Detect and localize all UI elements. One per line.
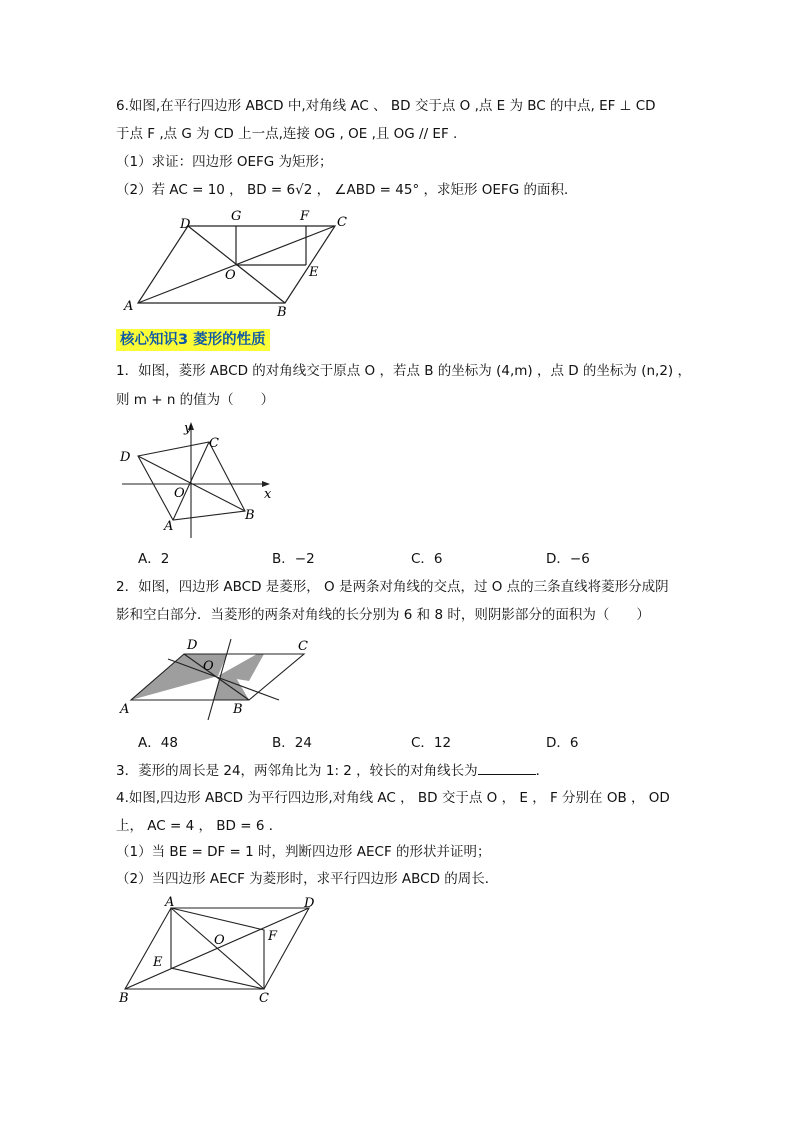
q4-line2: 上， AC = 4 ， BD = 6 ．: [116, 818, 283, 834]
q6-label-a: A: [124, 299, 134, 314]
q1-option-b: B．−2: [272, 551, 315, 567]
q2-label-b: B: [233, 702, 243, 717]
q4-label-f: F: [268, 929, 278, 944]
q1-line2: 则 m + n 的值为（ ）: [116, 392, 275, 408]
q4-sub1: （1）当 BE = DF = 1 时，判断四边形 AECF 的形状并证明；: [116, 844, 491, 860]
q2-option-a: A．48: [138, 735, 178, 751]
q2-option-d: D．6: [546, 735, 579, 751]
q2-line1: 2．如图，四边形 ABCD 是菱形， O 是两条对角线的交点，过 O 点的三条直线将菱形分成阴: [116, 579, 669, 595]
q1-label-y: y: [184, 421, 192, 436]
q6-label-b: B: [277, 305, 287, 320]
q1-label-a: A: [164, 519, 174, 534]
q4-line1: 4.如图,四边形 ABCD 为平行四边形,对角线 AC ， BD 交于点 O ， E ， F 分别在 OB ， OD: [116, 790, 670, 806]
q4-sub2: （2）当四边形 AECF 为菱形时，求平行四边形 ABCD 的周长．: [116, 871, 499, 887]
q6-line2: 于点 F ,点 G 为 CD 上一点,连接 OG , OE ,且 OG // EF .: [116, 126, 458, 142]
q1-line1: 1．如图，菱形 ABCD 的对角线交于原点 O ，若点 B 的坐标为 (4,m) ，点 D 的坐标为 (n,2) ，: [116, 363, 691, 379]
q6-label-d: D: [180, 217, 191, 232]
q3-end: ．: [535, 763, 550, 779]
q2-label-a: A: [120, 702, 130, 717]
q4-label-c: C: [259, 991, 269, 1006]
q6-label-o: O: [225, 268, 236, 283]
q6-sub1: （1）求证：四边形 OEFG 为矩形；: [116, 154, 333, 170]
q4-label-b: B: [119, 991, 129, 1006]
q6-line1: 6.如图,在平行四边形 ABCD 中,对角线 AC 、 BD 交于点 O ,点 E 为 BC 的中点, EF ⊥ CD: [116, 98, 656, 114]
q1-option-d: D．−6: [546, 551, 590, 567]
q4-label-d: D: [304, 896, 315, 911]
q2-line2: 影和空白部分．当菱形的两条对角线的长分别为 6 和 8 时，则阴影部分的面积为（ ）: [116, 607, 650, 623]
q2-label-o: O: [203, 659, 214, 674]
q3-text: 3．菱形的周长是 24，两邻角比为 1: 2 ，较长的对角线长为: [116, 763, 478, 779]
q2-option-c: C．12: [411, 735, 452, 751]
section-heading: 核心知识3 菱形的性质: [116, 329, 270, 351]
q2-label-c: C: [298, 639, 308, 654]
q6-label-c: C: [337, 215, 347, 230]
q6-label-e: E: [309, 265, 319, 280]
q4-label-o: O: [214, 933, 225, 948]
q2-option-b: B．24: [272, 735, 312, 751]
q1-label-x: x: [264, 487, 272, 502]
q1-option-c: C．6: [411, 551, 443, 567]
q1-label-o: O: [174, 486, 185, 501]
q1-label-d: D: [120, 450, 131, 465]
q6-label-f: F: [300, 209, 310, 224]
q1-label-c: C: [209, 436, 219, 451]
q2-label-d: D: [187, 638, 198, 653]
q4-label-e: E: [153, 955, 163, 970]
q1-option-a: A．2: [138, 551, 170, 567]
q1-label-b: B: [245, 508, 255, 523]
q6-sub2: （2）若 AC = 10 ， BD = 6√2 ， ∠ABD = 45° ，求矩形 OEFG 的面积．: [116, 182, 578, 198]
q4-label-a: A: [165, 895, 175, 910]
q6-label-g: G: [231, 209, 242, 224]
